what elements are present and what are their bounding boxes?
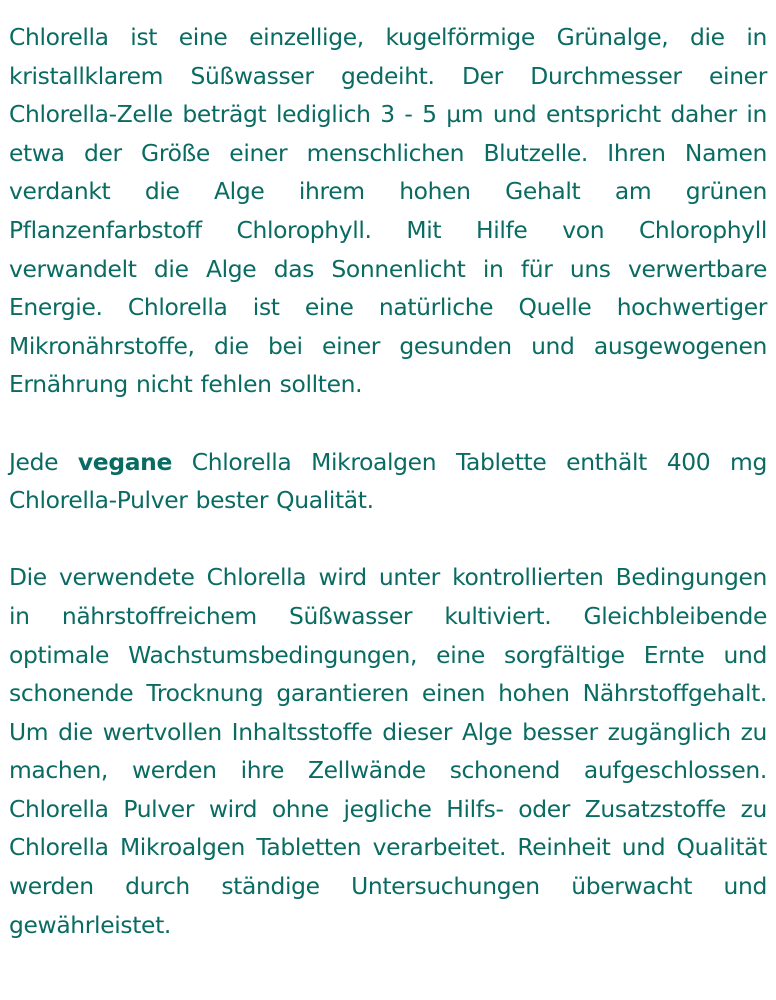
vegan-emphasis: vegane xyxy=(77,447,172,476)
paragraph-chlorella-intro: Chlorella ist eine einzellige, kugelförmige Grünalge, die in kristallklarem Süßwasser gedeiht. Der Durchmesser einer Chlorella-Zelle beträgt lediglich 3 - 5 µm und entspricht daher in etwa der Größe einer menschlichen Blutzelle. Ihren Namen verdankt die Alge ihrem hohen Gehalt am grünen Pflanzenfarbstoff Chlorophyll. Mit Hilfe von Chlorophyll verwandelt die Alge das Sonnenlicht in für uns verwertbare Energie. Chlorella ist eine natürliche Quelle hochwertiger Mikronährstoffe, die bei einer gesunden und ausgewogenen Ernährung nicht fehlen sollten. xyxy=(9,23,767,399)
paragraph-tablet-content xyxy=(9,443,767,520)
paragraph-cultivation: Die verwendete Chlorella wird unter kontrollierten Bedingungen in nährstoffreichem Süßwasser kultiviert. Gleichbleibende optimale Wachstumsbedingungen, eine sorgfältige Ernte und schonende Trocknung garantieren einen hohen Nährstoffgehalt. Um die wertvollen Inhaltsstoffe dieser Alge besser zugänglich zu machen, werden ihre Zellwände schonend aufgeschlossen. Chlorella Pulver wird ohne jegliche Hilfs- oder Zusatzstoffe zu Chlorella Mikroalgen Tabletten verarbeitet. Reinheit und Qualität werden durch ständige Untersuchungen überwacht und gewährleistet. xyxy=(9,563,767,939)
tablet-text-start: Jede xyxy=(9,447,78,476)
tablet-text-end: Chlorella Mikroalgen Tablette enthält 400 mg Chlorella-Pulver bester Qualität. xyxy=(9,447,767,515)
